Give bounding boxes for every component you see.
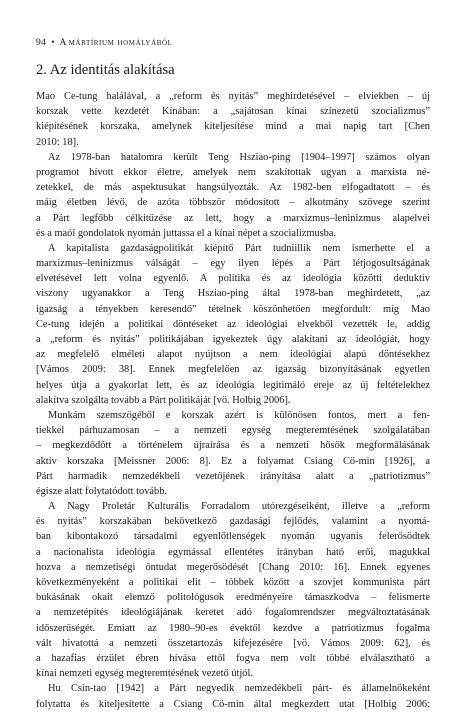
paragraph bbox=[36, 150, 430, 241]
text-line: a hazafias érzület ébren hívása ettől fogva nem volt többé elválaszthatő a bbox=[36, 652, 430, 664]
section-title: 2. Az identitás alakítása bbox=[36, 62, 175, 78]
book-title: mártírium homályából bbox=[68, 37, 173, 48]
text-line: zetekkel, de más aspektusukat hangsúlyozták. Az 1982-ben elfogadtatott – és bbox=[36, 182, 430, 194]
text-line: vált hivatottá a nemzeti összetartozás kifejezésére [vö. Vámos 2009: 62], és bbox=[36, 637, 430, 649]
text-line: és nyitás” korszakában bekövetkező gazdasági fejlődés, valamint a nyomá- bbox=[36, 516, 430, 528]
text-line: időszerűségét. Emiatt az 1980–90-es évektől kezdve a patriotizmus fogalma bbox=[36, 622, 430, 634]
text-line: a Párt legfőbb célkitűzése az lett, hogy a marxizmus–leninizmus alapelvei bbox=[36, 212, 430, 224]
text-line: marxizmus–leninizmus válságát – egy ilyen lépés a Párt létjogosultságának bbox=[36, 258, 430, 270]
text-line: [Vámos 2009: 38]. Ennek megfelelően az igazság bizonyításának egyetlen bbox=[36, 364, 430, 376]
text-line: aktív korszaka [Meissner 2006: 8]. Ez a folyamat Csiang Cö-min [1926], a bbox=[36, 455, 430, 467]
text-line: igazság a tényekben keresendő” tételnek köszönhetően megfordult: míg Mao bbox=[36, 303, 430, 315]
text-line: kiépítésének korszaka, amelynek kiteljesítése mind a mai napig tart [Chen bbox=[36, 121, 430, 133]
text-line: a „reform és nyitás” politikájában igyekeztek úgy alakítani az ideológiát, hogy bbox=[36, 334, 430, 345]
text-line: Mao Ce-tung halálával, a „reform és nyitás” meghirdetésével – elviekben – új bbox=[36, 91, 430, 102]
text-line: máig életben lévő, de azóta többször módosított – alkotmány szövege szerint bbox=[36, 197, 430, 209]
paragraph bbox=[36, 241, 430, 408]
text-line: 2010: 18]. bbox=[36, 136, 79, 148]
text-line: a nacionalista ideológia egymással ellentétes irányban ható erői, magukkal bbox=[36, 546, 430, 558]
text-line: A Nagy Proletár Kulturális Forradalom utórezgéseiként, illetve a „reform bbox=[48, 501, 430, 513]
text-line: a nemzetépítés ideológiájának keretet adó fogalomrendszer megváltoztatásának bbox=[36, 607, 430, 619]
text-line: elvetésével lett volna egyenlő. A politika és az ideológia közötti deduktív bbox=[36, 273, 430, 285]
text-line: Hu Csin-tao [1942] a Párt negyedik nemzedékbeli párt- és államelnökeként bbox=[48, 683, 430, 695]
text-line: ban kibontakozó társadalmi egyenlőtlenségek nyomán ugyanis felerősödtek bbox=[36, 531, 430, 543]
text-line: Párt harmadik nemzedékbeli vezetőjének irányítása alatt a „patriotizmus” bbox=[36, 470, 430, 482]
page-number: 94 bbox=[36, 37, 46, 48]
text-line: tiekkel párhuzamosan – a nemzeti egység megteremtésének szolgálatában bbox=[36, 425, 430, 437]
text-line: Az 1978-ban hatalomra került Teng Hsziao-ping [1904–1997] számos olyan bbox=[48, 151, 430, 163]
paragraph bbox=[36, 681, 430, 711]
text-line: alakítva szolgálta tovább a Párt politikáját [vö. Holbig 2006]. bbox=[36, 394, 291, 406]
text-line: A kapitalista gazdaságpolitikát kiépítő Párt tudniillik nem ismerhette el a bbox=[48, 242, 430, 254]
body-text bbox=[36, 89, 430, 712]
text-line: folytatta és kiteljesítette a Csiang Cö-min által megkezdett utat [Holbig 2006: bbox=[36, 698, 430, 710]
text-line: bukásának okait elemző politológusok eredményeire támaszkodva – felismerte bbox=[36, 592, 430, 604]
text-line: Ce-tung idején a politikai döntéseket az ideológiai elvekből vezették le, addig bbox=[36, 318, 430, 330]
paragraph bbox=[36, 408, 430, 499]
book-title-initial: A bbox=[59, 37, 67, 48]
text-line: Munkám szemszögéből e korszak azért is különösen fontos, mert a fen- bbox=[48, 409, 430, 421]
text-line: helyes útja a gyakorlat lett, és az ideológia legitimáló ereje az új feltételekhez bbox=[36, 379, 430, 391]
text-line: és a maói gondolatok nyomán juttassa el a kínai népet a szocializmusba. bbox=[36, 227, 337, 239]
text-line: az megfelelő elméleti alapot nyújtson a nem ideológiai alapú döntésekhez bbox=[36, 349, 430, 361]
text-line: égisze alatt folytatódott tovább. bbox=[36, 485, 167, 497]
text-line: – megkezdődött a történelem újraírása és a nemzeti hősök megformálásának bbox=[36, 440, 430, 452]
text-line: programot hívott ekkor életre, amelyek nem szakítottak ugyan a marxista né- bbox=[36, 166, 430, 178]
text-line: viszony ugyanakkor a Teng Hsziao-ping által 1978-ban meghirdetett, „az bbox=[36, 288, 430, 300]
text-line: korszak vette kezdetét Kínában: a „sajátosan kínai színezetű szocializmus” bbox=[36, 106, 430, 118]
text-line: kínai nemzeti egység megteremtésének vezető útjól. bbox=[36, 668, 253, 680]
paragraph bbox=[36, 499, 430, 681]
text-line: hozva a nemzetiségi öntudat megerősödését [Chang 2010: 16]. Ennek egyenes bbox=[36, 561, 430, 573]
header-separator: • bbox=[51, 37, 55, 48]
paragraph bbox=[36, 89, 430, 150]
running-head bbox=[36, 37, 173, 48]
text-line: következményeként a politikai elit – többek között a szovjet kommunista párt bbox=[36, 577, 430, 588]
